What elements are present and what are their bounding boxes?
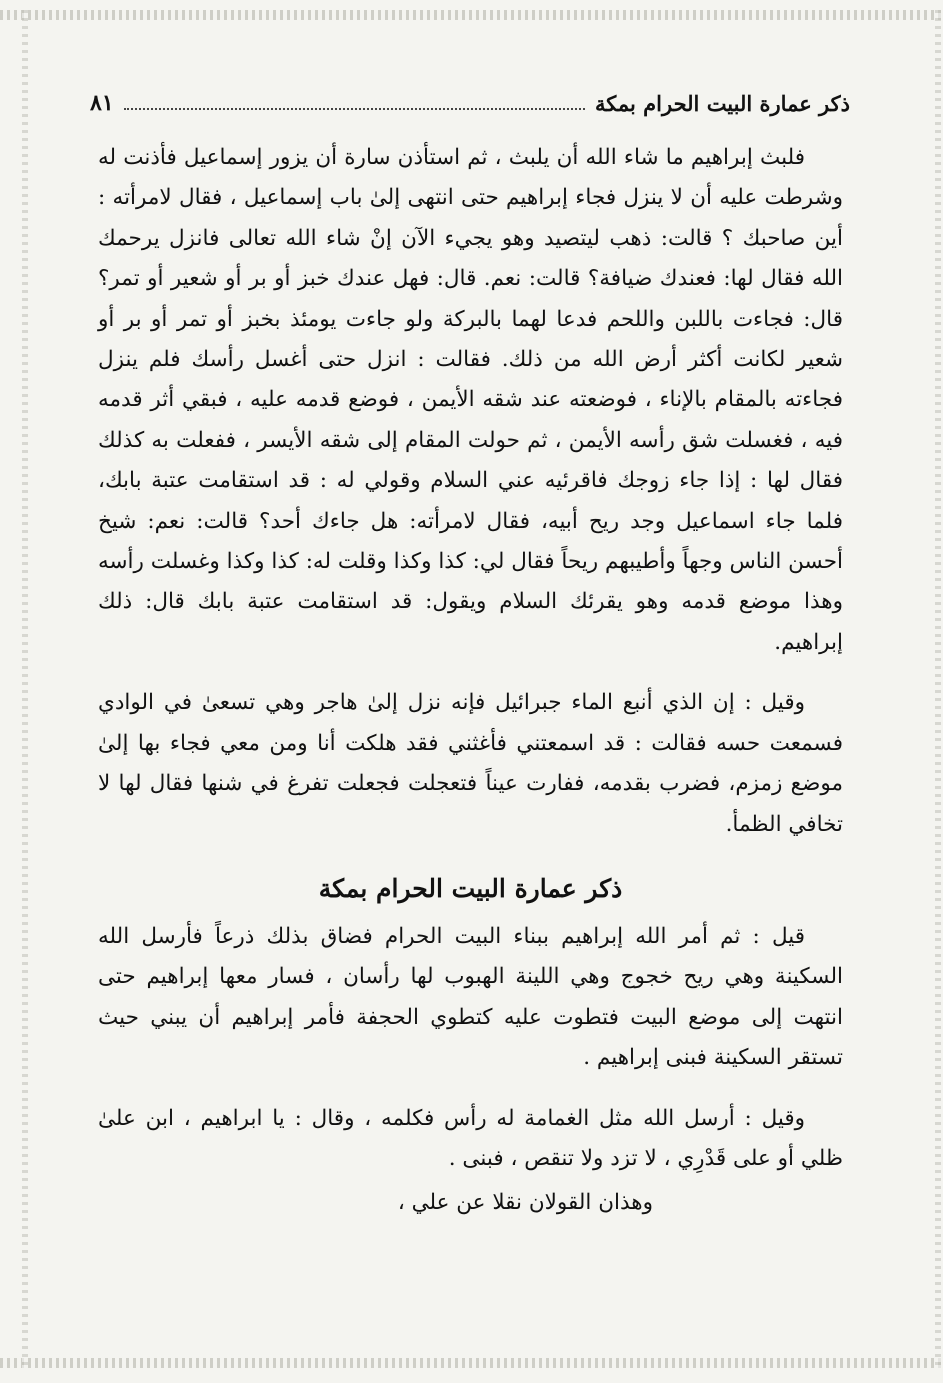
decorative-border-bottom [0,1358,943,1368]
decorative-border-left [22,10,28,1368]
page-number: ٨١ [90,90,114,116]
paragraph-2: وقيل : إن الذي أنبع الماء جبرائيل فإنه نزل إلىٰ هاجر وهي تسعىٰ في الوادي فسمعت حسه فقالت : قد اسمعتني فأغثني فقد هلكت أنا ومن معي فجاء بها إلىٰ موضع زمزم، فضرب بقدمه، ففارت عيناً فتعجلت فجعلت تفرغ في شنها فقال لها لا تخافي الظمأ. [98,690,843,837]
page-body [98,138,843,1224]
paragraph-1: فلبث إبراهيم ما شاء الله أن يلبث ، ثم استأذن سارة أن يزور إسماعيل فأذنت له وشرطت عليه أن لا ينزل فجاء إبراهيم حتى انتهى إلىٰ باب إسماعيل ، فقال لامرأته : أين صاحبك ؟ قالت: ذهب ليتصيد وهو يجيء الآن إنْ شاء الله تعالى فانزل يرحمك الله فقال لها: فعندك ضيافة؟ قالت: نعم. قال: فهل عندك خبز أو بر أو شعير أو تمر؟ قال: فجاءت باللبن واللحم فدعا لهما بالبركة ولو جاءت يومئذ بخبز أو تمر أو بر أو شعير لكانت أكثر أرض الله من ذلك. فقالت : انزل حتى أغسل رأسك فلم ينزل فجاءته بالمقام بالإناء ، فوضعته عند شقه الأيمن ، فوضع قدمه عليه ، فبقي أثر قدمه فيه ، فغسلت شق رأسه الأيمن ، ثم حولت المقام إلى شقه الأيسر ، ففعلت به كذلك فقال لها : إذا جاء زوجك فاقرئيه عني السلام وقولي له : قد استقامت عتبة بابك، فلما جاء اسماعيل وجد ريح أبيه، فقال لامرأته: هل جاءك أحد؟ قالت: نعم: شيخ أحسن الناس وجهاً وأطيبهم ريحاً فقال لي: كذا وكذا وقلت له: كذا وكذا وغسلت رأسه وهذا موضع قدمه وهو يقرئك السلام ويقول: قد استقامت عتبة بابك قال: ذلك إبراهيم. [98,145,843,655]
paragraph-5: وهذان القولان نقلا عن علي ، [397,1190,653,1216]
dotted-leader [124,108,585,110]
paragraph-3: قيل : ثم أمر الله إبراهيم ببناء البيت الحرام فضاق بذلك ذرعاً فأرسل الله السكينة وهي ريح خجوج وهي اللينة الهبوب لها رأسان ، فسار معها إبراهيم حتى انتهت إلى موضع البيت فتطوت عليه كتطوي الحجفة فأمر إبراهيم أن يبني حيث تستقر السكينة فبنى إبراهيم . [98,923,843,1071]
decorative-border-top [0,10,943,20]
paragraph-4: وقيل : أرسل الله مثل الغمامة له رأس فكلمه ، وقال : يا ابراهيم ، ابن علىٰ ظلي أو على قَدْرِي ، لا تزد ولا تنقص ، فبنى . [98,1105,843,1171]
section-heading: ذكر عمارة البيت الحرام بمكة [318,873,623,903]
decorative-border-right [935,10,941,1368]
running-title: ذكر عمارة البيت الحرام بمكة [595,91,850,116]
running-header [90,82,850,116]
